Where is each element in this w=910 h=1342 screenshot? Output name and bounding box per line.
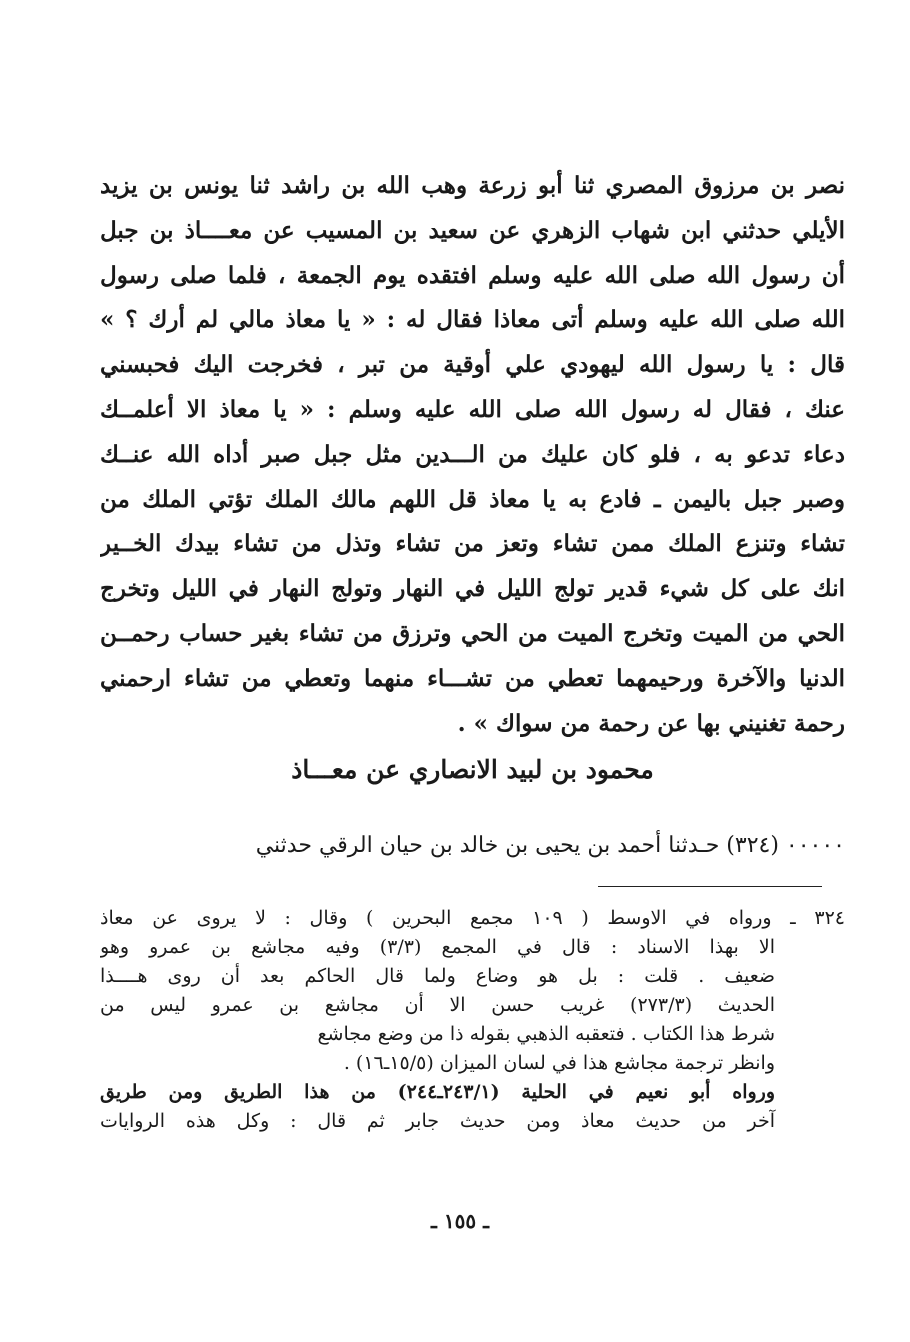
text-line: رحمة تغنيني بها عن رحمة من سواك » . [457,709,845,737]
footnote-line: ورواه أبو نعيم في الحلية (٢٤٣/١ـ٢٤٤) من هذا الطريق ومن طريق [100,1081,775,1103]
text-line: الحي من الميت وتخرج الميت من الحي وترزق من تشاء بغير حساب رحمــن [100,619,845,647]
footnote-divider [598,886,822,887]
text-line: عنك ، فقال له رسول الله صلى الله عليه وسلم : « يا معاذ الا أعلمــك [100,395,845,423]
hadith-intro-line: ٠٠٠٠٠ (٣٢٤) حـدثنا أحمد بن يحيى بن خالد بن حيان الرقي حدثني [255,833,845,858]
text-line: الله صلى الله عليه وسلم أتى معاذا فقال له : « يا معاذ مالي لم أرك ؟ » [100,306,845,334]
footnote-line: الا بهذا الاسناد : قال في المجمع (٣/٣) وفيه مجاشع بن عمرو وهو [100,936,776,958]
text-line: الأيلي حدثني ابن شهاب الزهري عن سعيد بن المسيب عن معــــاذ بن جبل [100,216,845,244]
page-number: ـ ١٥٥ ـ [431,1209,489,1233]
footnote-line: شرط هذا الكتاب . فتعقبه الذهبي بقوله ذا من وضع مجاشع [317,1023,775,1045]
footnote-line: آخر من حديث معاذ ومن حديث جابر ثم قال : وكل هذه الروايات [100,1110,775,1132]
text-line: دعاء تدعو به ، فلو كان عليك من الـــدين مثل جبل صبر أداه الله عنــك [100,440,845,468]
text-line: أن رسول الله صلى الله عليه وسلم افتقده يوم الجمعة ، فلما صلى رسول [100,261,845,289]
footnote-line: ضعيف . قلت : بل هو وضاع ولما قال الحاكم بعد أن روى هــــذا [100,965,775,987]
footnote-line: وانظر ترجمة مجاشع هذا في لسان الميزان (١٥/٥ـ١٦) . [343,1052,775,1074]
text-line: الدنيا والآخرة ورحيمهما تعطي من تشـــاء منهما وتعطي من تشاء ارحمني [100,664,845,692]
text-line: وصبر جبل باليمن ـ فادع به يا معاذ قل اللهم مالك الملك تؤتي الملك من [100,485,845,513]
text-line: نصر بن مرزوق المصري ثنا أبو زرعة وهب الله بن راشد ثنا يونس بن يزيد [100,172,845,199]
section-heading: محمود بن لبيد الانصاري عن معـــاذ [291,755,654,784]
text-line: تشاء وتنزع الملك ممن تشاء وتعز من تشاء وتذل من تشاء بيدك الخــير [100,530,845,558]
footnote-line: الحديث (٢٧٣/٣) غريب حسن الا أن مجاشع بن عمرو ليس من [100,994,775,1016]
text-line: قال : يا رسول الله ليهودي علي أوقية من تبر ، فخرجت اليك فحبسني [100,351,845,379]
text-line: انك على كل شيء قدير تولج الليل في النهار وتولج النهار في الليل وتخرج [100,575,845,603]
main-text-block [100,164,845,746]
footnote-line: ٣٢٤ ـ ورواه في الاوسط ( ١٠٩ مجمع البحرين ) وقال : لا يروى عن معاذ [100,907,845,929]
footnotes-block [100,904,845,1136]
